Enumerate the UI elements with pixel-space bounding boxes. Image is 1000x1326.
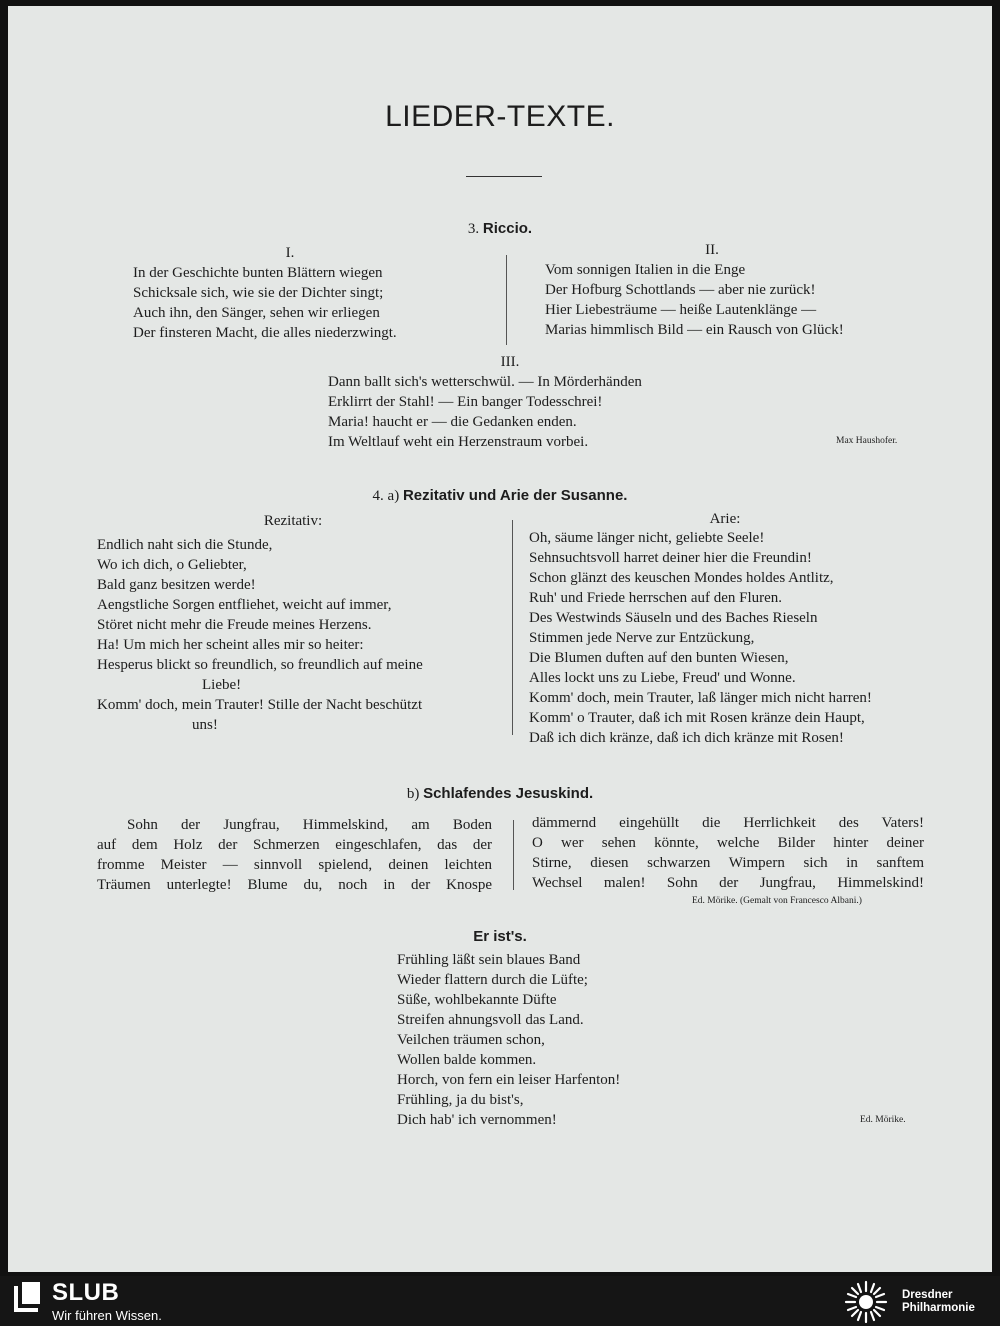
verse-line: Alles lockt uns zu Liebe, Freud' und Wonne. bbox=[529, 670, 796, 686]
verse-line: Liebe! bbox=[202, 677, 242, 693]
verse-line: Aengstliche Sorgen entfliehet, weicht auf immer, bbox=[97, 597, 392, 613]
riccio-verse3 bbox=[328, 372, 642, 452]
prose-line: dämmernd eingehüllt die Herrlichkeit des Vaters! bbox=[532, 815, 924, 831]
arie-label: Arie: bbox=[709, 511, 741, 527]
verse-line: Dann ballt sich's wetterschwül. — In Mörderhänden bbox=[328, 374, 642, 390]
column-divider bbox=[506, 255, 507, 345]
riccio-verse3-label: III. bbox=[500, 354, 520, 370]
verse-line: Komm' o Trauter, daß ich mit Rosen kränze dein Haupt, bbox=[529, 710, 865, 726]
verse-line: Erklirrt der Stahl! — Ein banger Todesschrei! bbox=[328, 394, 603, 410]
riccio-author: Max Haushofer. bbox=[836, 436, 898, 446]
eristes-author: Ed. Mörike. bbox=[860, 1115, 906, 1125]
prose-line: fromme Meister — sinnvoll spielend, deinen leichten bbox=[97, 857, 492, 873]
title-rule bbox=[466, 176, 542, 177]
verse-line: In der Geschichte bunten Blättern wiegen bbox=[133, 265, 383, 281]
verse-line: Komm' doch, mein Trauter, laß länger mich nicht harren! bbox=[529, 690, 872, 706]
verse-line: uns! bbox=[192, 717, 218, 733]
arie-text bbox=[529, 528, 872, 748]
verse-line: Im Weltlauf weht ein Herzenstraum vorbei. bbox=[328, 434, 589, 450]
footer-bar bbox=[0, 1276, 1000, 1326]
dresdner-philharmonie-name bbox=[902, 1289, 975, 1315]
verse-line: Endlich naht sich die Stunde, bbox=[97, 537, 273, 553]
verse-line: Ha! Um mich her scheint alles mir so heiter: bbox=[97, 637, 364, 653]
verse-line: Schicksale sich, wie sie der Dichter singt; bbox=[133, 285, 384, 301]
riccio-verse1 bbox=[133, 263, 397, 343]
column-divider bbox=[512, 520, 513, 735]
verse-line: Der Hofburg Schottlands — aber nie zurück! bbox=[545, 282, 816, 298]
page-title: LIEDER-TEXTE. bbox=[385, 100, 615, 133]
verse-line: Süße, wohlbekannte Düfte bbox=[397, 992, 557, 1008]
dresdner-philharmonie-logo-icon bbox=[842, 1278, 890, 1326]
susanne-heading bbox=[0, 487, 1000, 505]
verse-line: Der finsteren Macht, die alles niederzwingt. bbox=[133, 325, 397, 341]
verse-line: Hier Liebesträume — heiße Lautenklänge — bbox=[545, 302, 817, 318]
jesuskind-title: Schlafendes Jesuskind. bbox=[423, 785, 594, 802]
verse-line: Frühling läßt sein blaues Band bbox=[397, 952, 581, 968]
verse-line: Störet nicht mehr die Freude meines Herzens. bbox=[97, 617, 372, 633]
prose-line: Träumen unterlegte! Blume du, noch in der Knospe bbox=[97, 877, 492, 893]
verse-line: Streifen ahnungsvoll das Land. bbox=[397, 1012, 584, 1028]
verse-line: Maria! haucht er — die Gedanken enden. bbox=[328, 414, 577, 430]
prose-line: Wechsel malen! Sohn der Jungfrau, Himmelskind! bbox=[532, 875, 924, 891]
jesuskind-right-column bbox=[532, 813, 924, 893]
jesuskind-author: Ed. Mörike. (Gemalt von Francesco Albani.) bbox=[692, 896, 862, 906]
riccio-verse1-label: I. bbox=[285, 245, 295, 261]
prose-line: Sohn der Jungfrau, Himmelskind, am Boden bbox=[127, 817, 492, 833]
verse-line: Komm' doch, mein Trauter! Stille der Nacht beschützt bbox=[97, 697, 423, 713]
verse-line: Dich hab' ich vernommen! bbox=[397, 1112, 557, 1128]
verse-line: Daß ich dich kränze, daß ich dich kränze mit Rosen! bbox=[529, 730, 844, 746]
susanne-number: 4. a) bbox=[372, 488, 400, 504]
verse-line: Bald ganz besitzen werde! bbox=[97, 577, 256, 593]
slub-logo-icon bbox=[14, 1280, 44, 1314]
slub-name: SLUB bbox=[52, 1279, 120, 1306]
prose-line: O wer sehen könnte, welche Bilder hinter deiner bbox=[532, 835, 924, 851]
rezitativ-label: Rezitativ: bbox=[263, 513, 323, 529]
riccio-verse2 bbox=[545, 260, 844, 340]
jesuskind-number: b) bbox=[406, 786, 420, 802]
eristes-title: Er ist's. bbox=[473, 928, 527, 945]
verse-line: Auch ihn, den Sänger, sehen wir erliegen bbox=[133, 305, 380, 321]
verse-line: Wo ich dich, o Geliebter, bbox=[97, 557, 247, 573]
verse-line: Marias himmlisch Bild — ein Rausch von Glück! bbox=[545, 322, 844, 338]
column-divider bbox=[513, 820, 514, 890]
verse-line: Des Westwinds Säuseln und des Baches Rieseln bbox=[529, 610, 818, 626]
rezitativ-text bbox=[97, 535, 423, 735]
slub-tagline: Wir führen Wissen. bbox=[52, 1308, 162, 1323]
prose-line: auf dem Holz der Schmerzen eingeschlafen, das der bbox=[97, 837, 492, 853]
riccio-title: Riccio. bbox=[482, 220, 533, 237]
riccio-number: 3. bbox=[467, 221, 480, 237]
verse-line: Die Blumen duften auf den bunten Wiesen, bbox=[529, 650, 789, 666]
verse-line: Frühling, ja du bist's, bbox=[397, 1092, 524, 1108]
jesuskind-heading bbox=[0, 785, 1000, 803]
dp-line2: Philharmonie bbox=[902, 1302, 975, 1314]
verse-line: Wieder flattern durch die Lüfte; bbox=[397, 972, 588, 988]
verse-line: Stimmen jede Nerve zur Entzückung, bbox=[529, 630, 755, 646]
riccio-verse2-label: II. bbox=[705, 242, 719, 258]
prose-line: Stirne, diesen schwarzen Wimpern sich in sanftem bbox=[532, 855, 924, 871]
jesuskind-left-column bbox=[97, 815, 492, 895]
eristes-text bbox=[397, 950, 620, 1130]
verse-line: Wollen balde kommen. bbox=[397, 1052, 537, 1068]
verse-line: Hesperus blickt so freundlich, so freundlich auf meine bbox=[97, 657, 423, 673]
verse-line: Vom sonnigen Italien in die Enge bbox=[545, 262, 746, 278]
eristes-heading bbox=[0, 928, 1000, 946]
dp-line1: Dresdner bbox=[902, 1289, 953, 1301]
verse-line: Oh, säume länger nicht, geliebte Seele! bbox=[529, 530, 765, 546]
verse-line: Schon glänzt des keuschen Mondes holdes Antlitz, bbox=[529, 570, 834, 586]
verse-line: Ruh' und Friede herrschen auf den Fluren. bbox=[529, 590, 783, 606]
verse-line: Veilchen träumen schon, bbox=[397, 1032, 545, 1048]
verse-line: Horch, von fern ein leiser Harfenton! bbox=[397, 1072, 621, 1088]
verse-line: Sehnsuchtsvoll harret deiner hier die Freundin! bbox=[529, 550, 812, 566]
riccio-heading bbox=[0, 220, 1000, 238]
susanne-title: Rezitativ und Arie der Susanne. bbox=[402, 487, 628, 504]
